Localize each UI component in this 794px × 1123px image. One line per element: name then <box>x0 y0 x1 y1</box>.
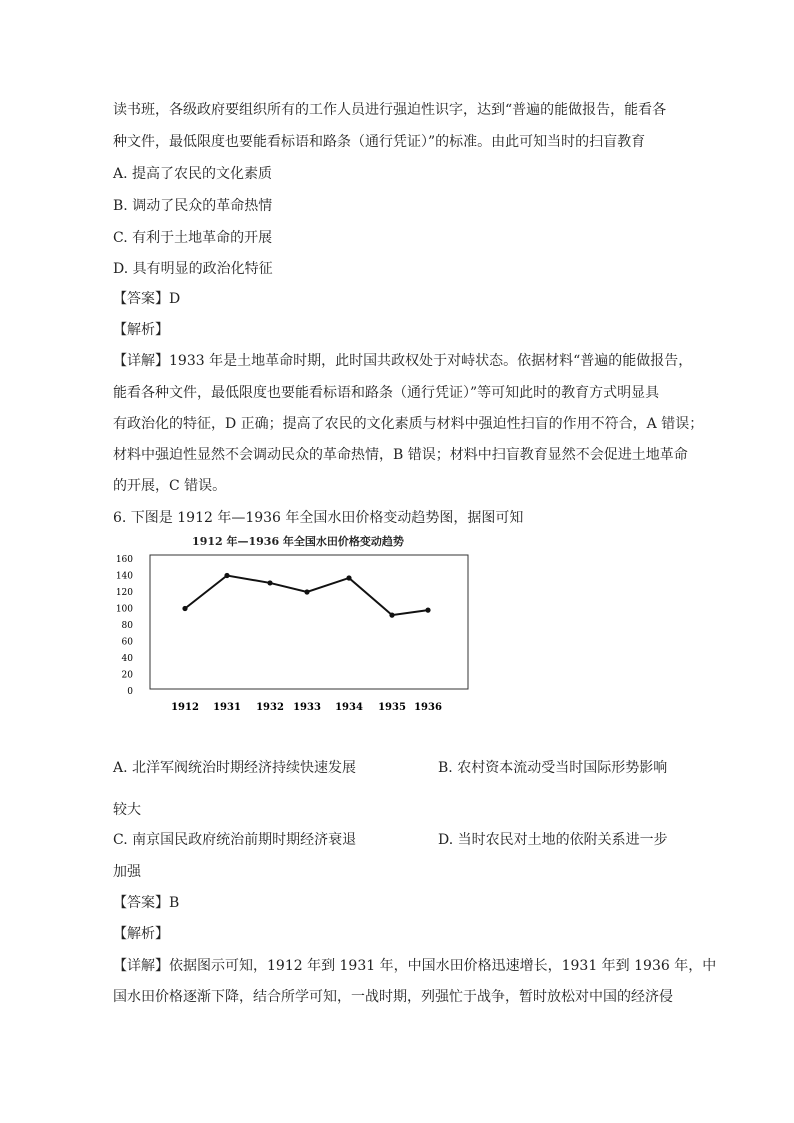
q5-detail-line-5: 的开展，C 错误。 <box>113 478 227 494</box>
q6-option-d: D. 当时农民对土地的依附关系进一步 <box>438 832 668 848</box>
data-point-1931 <box>224 573 229 578</box>
q6-detail-tag: 【详解】 <box>113 958 169 974</box>
x-tick-label: 1912 <box>171 702 199 713</box>
y-axis-ticks <box>116 555 133 697</box>
chart-title: 1912 年—1936 年全国水田价格变动趋势 <box>192 535 404 548</box>
y-tick-label: 80 <box>121 621 133 631</box>
q6-detail-text-1: 依据图示可知，1912 年到 1931 年，中国水田价格迅速增长，1931 年到 1936 年，中 <box>169 958 717 974</box>
q5-option-a: A. 提高了农民的文化素质 <box>113 166 273 182</box>
y-tick-label: 40 <box>121 654 133 664</box>
series-line <box>185 576 428 616</box>
q6-option-b-continued: 较大 <box>113 802 141 818</box>
y-tick-label: 100 <box>115 604 133 615</box>
q5-detail-line-1 <box>113 351 692 371</box>
y-tick-label: 0 <box>127 687 133 697</box>
x-tick-label: 1936 <box>414 702 442 713</box>
q6-stem: 6. 下图是 1912 年—1936 年全国水田价格变动趋势图，据图可知 <box>113 510 524 526</box>
chart-svg <box>113 533 483 713</box>
q5-stem-line-1: 读书班，各级政府要组织所有的工作人员进行强迫性识字，达到“普遍的能做报告，能看各 <box>113 102 667 118</box>
q6-detail-line-1 <box>113 956 716 976</box>
q6-detail-line-2: 国水田价格逐渐下降，结合所学可知，一战时期，列强忙于战争，暂时放松对中国的经济侵 <box>113 989 673 1005</box>
data-point-1934 <box>346 575 351 580</box>
y-tick-label: 120 <box>115 588 133 598</box>
x-tick-label: 1934 <box>335 702 363 713</box>
series-points <box>182 573 430 618</box>
x-axis-ticks <box>171 702 442 713</box>
q5-option-b: B. 调动了民众的革命热情 <box>113 198 273 214</box>
price-trend-chart <box>113 533 483 713</box>
q5-detail-tag: 【详解】 <box>113 353 169 369</box>
q5-detail-line-2: 能看各种文件，最低限度也要能看标语和路条（通行凭证）”等可知此时的教育方式明显具 <box>113 385 660 401</box>
q5-option-c: C. 有利于土地革命的开展 <box>113 230 273 246</box>
q6-analysis-tag: 【解析】 <box>113 926 169 942</box>
q5-answer-value: D <box>169 291 181 307</box>
x-tick-label: 1931 <box>213 702 241 713</box>
data-point-1935 <box>389 613 394 618</box>
x-tick-label: 1932 <box>256 702 284 713</box>
data-point-1912 <box>182 606 187 611</box>
q6-option-a: A. 北洋军阀统治时期经济持续快速发展 <box>113 760 357 776</box>
plot-frame <box>150 555 468 689</box>
q6-answer-tag: 【答案】 <box>113 895 169 911</box>
q5-analysis-tag: 【解析】 <box>113 322 169 338</box>
q5-detail-line-4: 材料中强迫性显然不会调动民众的革命热情，B 错误；材料中扫盲教育显然不会促进土地革命 <box>113 447 688 463</box>
y-tick-label: 60 <box>121 637 133 648</box>
y-tick-label: 140 <box>115 571 133 582</box>
data-point-1933 <box>304 589 309 594</box>
data-point-1936 <box>425 608 430 613</box>
q6-option-d-continued: 加强 <box>113 864 141 880</box>
q6-answer-value: B <box>169 895 180 911</box>
q5-option-d: D. 具有明显的政治化特征 <box>113 261 273 277</box>
q6-answer <box>113 893 179 913</box>
q5-stem-line-2: 种文件，最低限度也要能看标语和路条（通行凭证）”的标准。由此可知当时的扫盲教育 <box>113 134 646 150</box>
x-tick-label: 1935 <box>378 702 406 713</box>
data-point-1932 <box>267 580 272 585</box>
x-tick-label: 1933 <box>293 702 321 713</box>
y-tick-label: 20 <box>121 670 133 681</box>
q6-option-b: B. 农村资本流动受当时国际形势影响 <box>438 760 668 776</box>
q5-answer-tag: 【答案】 <box>113 291 169 307</box>
y-tick-label: 160 <box>115 555 133 565</box>
q5-answer <box>113 289 180 309</box>
q6-option-c: C. 南京国民政府统治前期时期经济衰退 <box>113 832 357 848</box>
q5-detail-text-1: 1933 年是土地革命时期，此时国共政权处于对峙状态。依据材料“普遍的能做报告， <box>169 353 693 369</box>
q5-detail-line-3: 有政治化的特征，D 正确；提高了农民的文化素质与材料中强迫性扫盲的作用不符合，A 错误； <box>113 416 704 432</box>
